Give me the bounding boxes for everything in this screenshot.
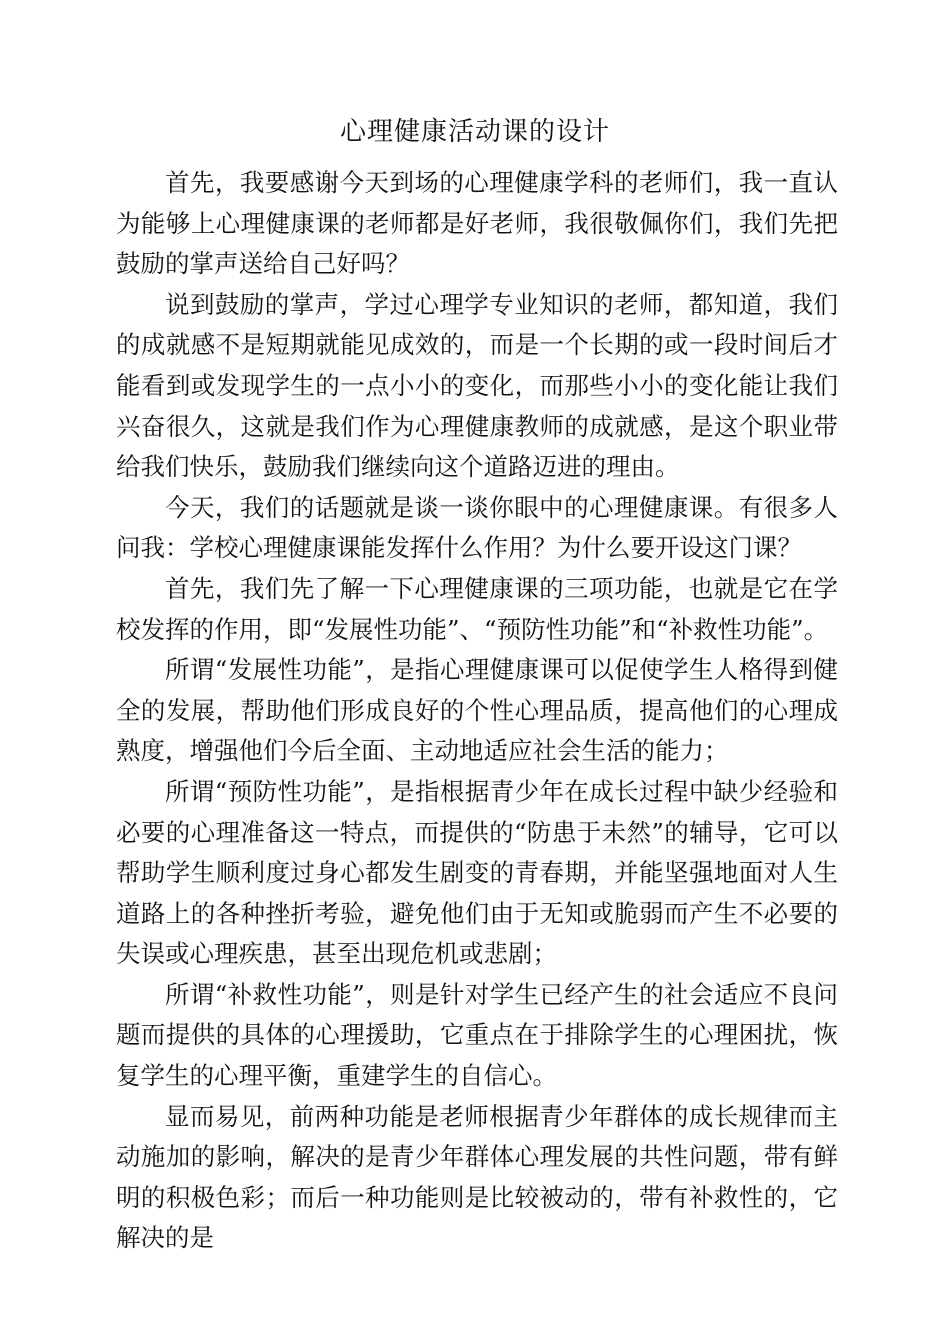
- paragraph: 所谓“预防性功能”，是指根据青少年在成长过程中缺少经验和必要的心理准备这一特点，而提供的“防患于未然”的辅导，它可以帮助学生顺利度过身心都发生剧变的青春期，并能坚强地面对人生道路上的各种挫折考验，避免他们由于无知或脆弱而产生不必要的失误或心理疾患，甚至出现危机或悲剧；: [116, 776, 838, 969]
- paragraph: 今天，我们的话题就是谈一谈你眼中的心理健康课。有很多人问我：学校心理健康课能发挥什么作用？为什么要开设这门课？: [116, 492, 838, 563]
- paragraph: 首先，我要感谢今天到场的心理健康学科的老师们，我一直认为能够上心理健康课的老师都是好老师，我很敬佩你们，我们先把鼓励的掌声送给自己好吗？: [116, 168, 838, 279]
- document-body: [116, 163, 838, 1259]
- paragraph: 首先，我们先了解一下心理健康课的三项功能，也就是它在学校发挥的作用，即“发展性功能”、“预防性功能”和“补救性功能”。: [116, 573, 838, 644]
- paragraph: 所谓“补救性功能”，则是针对学生已经产生的社会适应不良问题而提供的具体的心理援助，它重点在于排除学生的心理困扰，恢复学生的心理平衡，重建学生的自信心。: [116, 979, 838, 1091]
- document-title: 心理健康活动课的设计: [339, 117, 610, 147]
- paragraph: 说到鼓励的掌声，学过心理学专业知识的老师，都知道，我们的成就感不是短期就能见成效的，而是一个长期的或一段时间后才能看到或发现学生的一点小小的变化，而那些小小的变化能让我们兴奋很久，这就是我们作为心理健康教师的成就感，是这个职业带给我们快乐，鼓励我们继续向这个道路迈进的理由。: [116, 289, 838, 482]
- paragraph: 显而易见，前两种功能是老师根据青少年群体的成长规律而主动施加的影响，解决的是青少年群体心理发展的共性问题，带有鲜明的积极色彩；而后一种功能则是比较被动的，带有补救性的，它解决的是: [116, 1101, 838, 1253]
- paragraph: 所谓“发展性功能”，是指心理健康课可以促使学生人格得到健全的发展，帮助他们形成良好的个性心理品质，提高他们的心理成熟度，增强他们今后全面、主动地适应社会生活的能力；: [116, 655, 838, 766]
